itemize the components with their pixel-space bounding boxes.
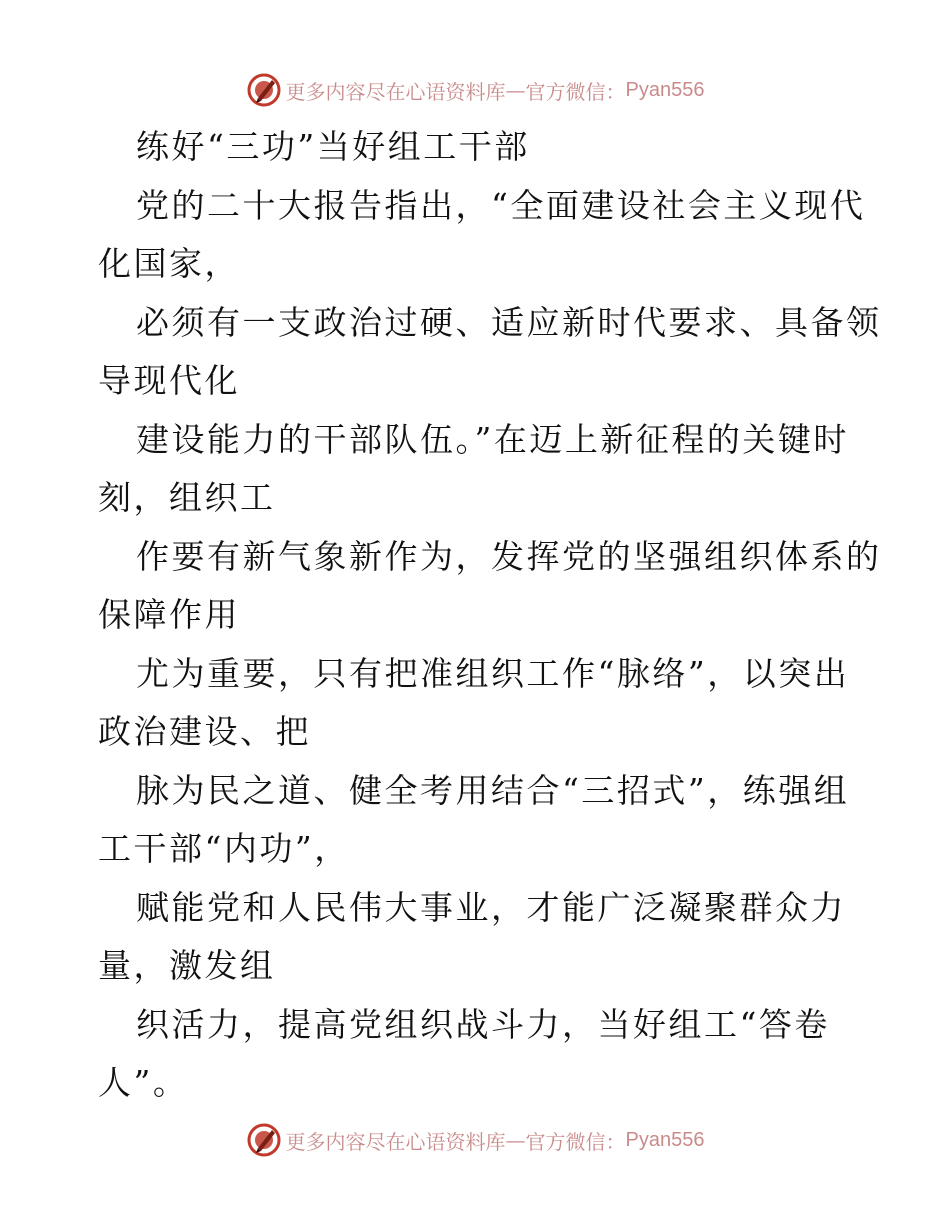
paragraph-line: 建设能力的干部队伍。”在迈上新征程的关键时 xyxy=(136,419,849,459)
paragraph-line: 保障作用 xyxy=(98,595,240,634)
watermark-site-text: 更多内容尽在心语资料库 xyxy=(285,79,506,104)
watermark-wechat-id: Pyan556 xyxy=(625,1128,705,1151)
paragraph-line: 化国家， xyxy=(98,244,240,283)
pen-logo-icon xyxy=(246,72,282,108)
pen-logo-icon xyxy=(246,1122,282,1158)
paragraph-line: 作要有新气象新作为，发挥党的坚强组织体系的 xyxy=(136,536,882,576)
watermark-wechat-id: Pyan556 xyxy=(625,78,705,101)
document-title: 练好“三功”当好组工干部 xyxy=(136,127,530,166)
watermark-wechat-label: 官方微信： xyxy=(525,79,626,104)
paragraph-line: 脉为民之道、健全考用结合“三招式”，练强组 xyxy=(136,770,850,810)
watermark-wechat-label: 官方微信： xyxy=(525,1129,626,1154)
footer-watermark xyxy=(0,1120,950,1160)
paragraph-line: 量，激发组 xyxy=(98,946,276,985)
paragraph-line: 导现代化 xyxy=(98,361,240,400)
paragraph-line: 刻，组织工 xyxy=(98,478,276,517)
paragraph-line: 人”。 xyxy=(98,1063,189,1102)
paragraph-line: 织活力，提高党组织战斗力，当好组工“答卷 xyxy=(136,1004,830,1044)
watermark-dash: — xyxy=(505,78,526,102)
header-watermark xyxy=(0,70,950,110)
document-body xyxy=(98,118,882,1113)
paragraph-line: 党的二十大报告指出，“全面建设社会主义现代 xyxy=(136,185,866,225)
paragraph-line: 政治建设、把 xyxy=(98,712,311,751)
watermark-dash: — xyxy=(505,1128,526,1152)
paragraph-line: 尤为重要，只有把准组织工作“脉络”，以突出 xyxy=(136,653,850,693)
paragraph-line: 赋能党和人民伟大事业，才能广泛凝聚群众力 xyxy=(136,887,846,927)
paragraph-line: 必须有一支政治过硬、适应新时代要求、具备领 xyxy=(136,302,882,342)
paragraph-line: 工干部“内功”， xyxy=(98,829,350,868)
watermark-site-text: 更多内容尽在心语资料库 xyxy=(285,1129,506,1154)
